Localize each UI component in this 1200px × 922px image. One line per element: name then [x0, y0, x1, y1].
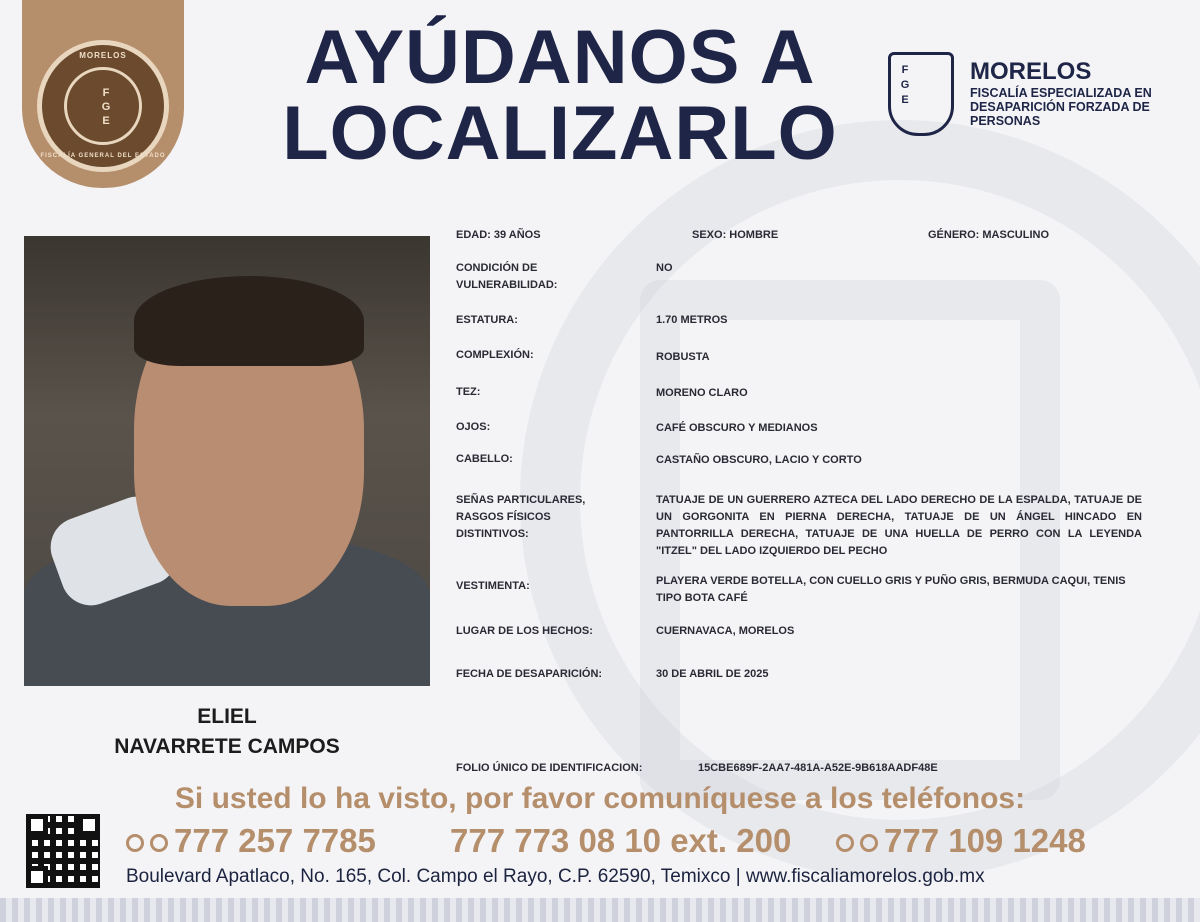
left-seal-tab [22, 0, 184, 188]
lugar-label: LUGAR DE LOS HECHOS: [456, 625, 593, 637]
seal-letters: F G E [101, 87, 111, 127]
page-title [240, 15, 880, 176]
phone-1[interactable]: 777 257 7785 [126, 822, 376, 860]
vestimenta-value: PLAYERA VERDE BOTELLA, CON CUELLO GRIS Y PUÑO GRIS, BERMUDA CAQUI, TENIS TIPO BOTA CAFÉ [656, 575, 1126, 604]
qr-code-icon[interactable] [26, 814, 100, 888]
cabello-label: CABELLO: [456, 453, 513, 465]
seal-ring-text: FISCALÍA GENERAL DEL ESTADO [40, 153, 166, 159]
phone-2[interactable]: 777 773 08 10 ext. 200 [450, 822, 792, 859]
complexion-label: COMPLEXIÓN: [456, 349, 534, 361]
seal-top-text: MORELOS [79, 51, 127, 60]
headline-line1: AYÚDANOS A [304, 15, 816, 100]
vulnerabilidad-value: NO [656, 262, 673, 274]
address-and-website: Boulevard Apatlaco, No. 165, Col. Campo el Rayo, C.P. 62590, Temixco | www.fiscaliamorelos.gob.mx [126, 866, 985, 887]
missing-person-photo [24, 236, 430, 686]
folio-value: 15CBE689F-2AA7-481A-A52E-9B618AADF48E [698, 762, 938, 774]
phone-icon [836, 834, 854, 852]
cabello-value: CASTAÑO OBSCURO, LACIO Y CORTO [656, 454, 862, 466]
agency-title: MORELOS [970, 58, 1092, 85]
complexion-value: ROBUSTA [656, 351, 710, 363]
phone-icon [126, 834, 144, 852]
fecha-value: 30 DE ABRIL DE 2025 [656, 668, 769, 680]
lugar-value: CUERNAVACA, MORELOS [656, 625, 795, 637]
phone-3[interactable]: 777 109 1248 [836, 822, 1086, 860]
estatura-label: ESTATURA: [456, 314, 518, 326]
fge-shield-icon [888, 52, 954, 136]
fge-seal-logo [37, 40, 169, 172]
estatura-value: 1.70 METROS [656, 314, 728, 326]
fecha-label: FECHA DE DESAPARICIÓN: [456, 668, 603, 680]
whatsapp-icon [860, 834, 878, 852]
tez-label: TEZ: [456, 386, 481, 398]
agency-subtitle: FISCALÍA ESPECIALIZADA EN DESAPARICIÓN FORZADA DE PERSONAS [970, 86, 1152, 128]
whatsapp-icon [150, 834, 168, 852]
senas-value: TATUAJE DE UN GUERRERO AZTECA DEL LADO DERECHO DE LA ESPALDA, TATUAJE DE UN GORGONITA EN PIERNA DERECHA, TATUAJE DE UN ÁNGEL HINCADO EN PANTORRILLA DERECHA, TATUAJE DE UNA HUELLA DE PERRO CON LA LEYENDA "ITZEL" DEL LADO IZQUIERDO DEL PECHO [656, 494, 1142, 557]
call-to-action-text: Si usted lo ha visto, por favor comuníquese a los teléfonos: [174, 782, 1026, 815]
genero-field: GÉNERO: MASCULINO [928, 229, 1049, 241]
senas-label: SEÑAS PARTICULARES, RASGOS FÍSICOS DISTINTIVOS: [456, 494, 586, 540]
vestimenta-label: VESTIMENTA: [456, 580, 530, 592]
shield-letters: F G E [900, 64, 910, 106]
folio-label: FOLIO ÚNICO DE IDENTIFICACION: [456, 762, 643, 774]
edad-field: EDAD: 39 AÑOS [456, 229, 541, 241]
ojos-value: CAFÉ OBSCURO Y MEDIANOS [656, 422, 818, 434]
person-name: ELIEL NAVARRETE CAMPOS [114, 705, 340, 758]
tez-value: MORENO CLARO [656, 387, 748, 399]
seal-inner-ring [64, 67, 142, 145]
decorative-footer-band [0, 898, 1200, 922]
headline-line2: LOCALIZARLO [282, 91, 838, 176]
sexo-field: SEXO: HOMBRE [692, 229, 779, 241]
ojos-label: OJOS: [456, 421, 491, 433]
vulnerabilidad-label: CONDICIÓN DE VULNERABILIDAD: [456, 262, 558, 291]
